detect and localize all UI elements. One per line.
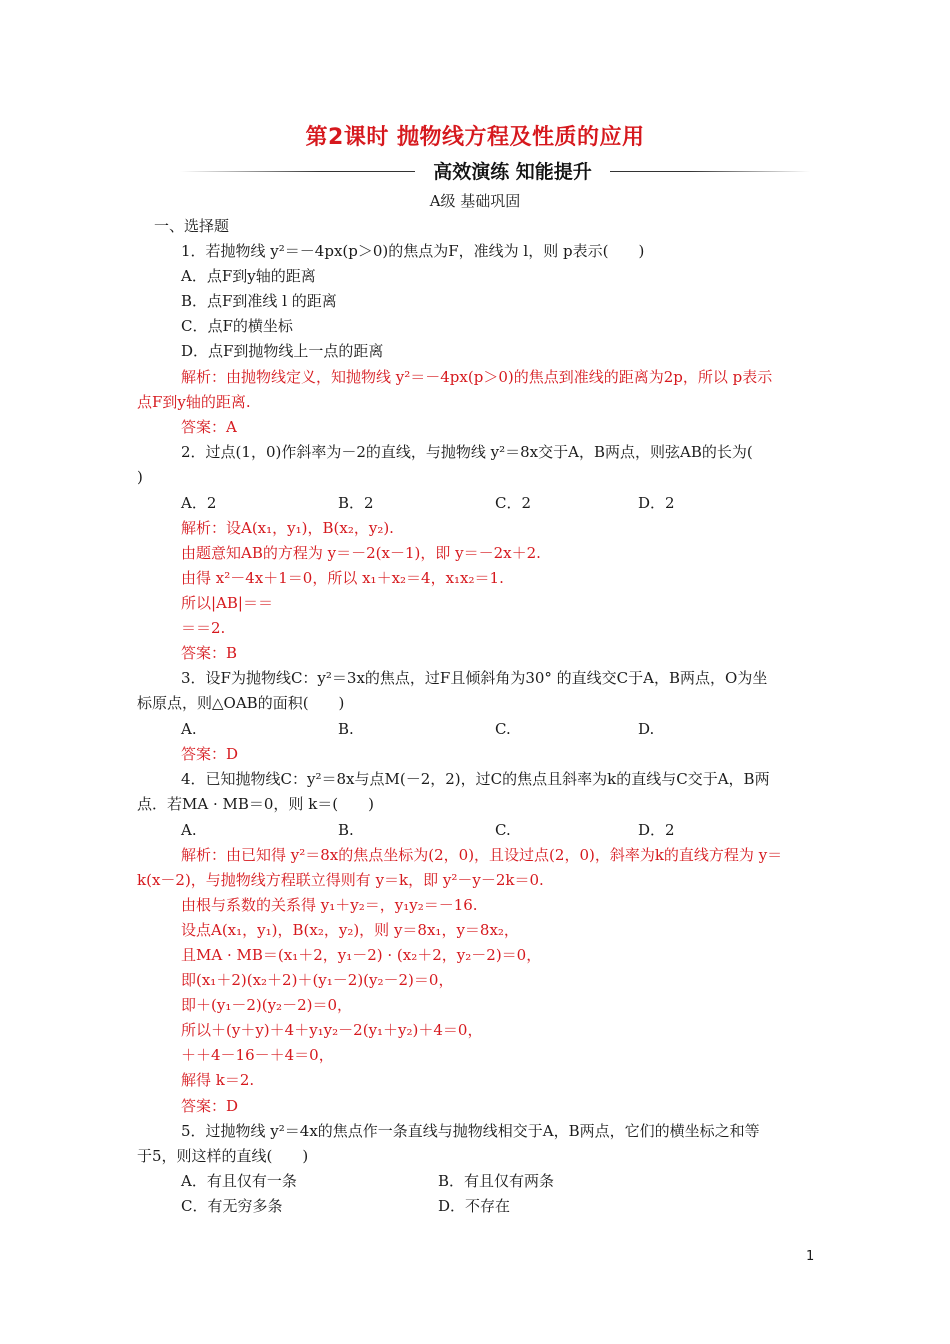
- question-line: 标原点，则△OAB的面积( ): [137, 694, 345, 712]
- solution-line: 答案：B: [181, 644, 238, 662]
- solution-line: k(x－2)，与抛物线方程联立得则有 y＝k，即 y²－y－2k＝0.: [137, 871, 544, 889]
- solution-line: ＋＋4－16－＋4＝0，: [181, 1046, 334, 1064]
- option-q4C: C.: [495, 821, 511, 839]
- option-q4B: B.: [338, 821, 354, 839]
- solution-line: 答案：D: [181, 745, 239, 763]
- solution-line: 即(x₁＋2)(x₂＋2)＋(y₁－2)(y₂－2)＝0，: [181, 971, 454, 989]
- solution-line: 由得 x²－4x＋1＝0，所以 x₁＋x₂＝4，x₁x₂＝1.: [181, 569, 504, 587]
- subtitle-rule-right: [610, 171, 810, 172]
- question-line: 点．若MA · MB＝0，则 k＝( ): [137, 795, 374, 813]
- solution-line: 所以＋(y＋y)＋4＋y₁y₂－2(y₁＋y₂)＋4＝0，: [181, 1021, 483, 1039]
- option-q5B: B．有且仅有两条: [438, 1172, 555, 1190]
- solution-line: 答案：A: [181, 418, 237, 436]
- question-line: 于5，则这样的直线( ): [137, 1147, 309, 1165]
- option-q5D: D．不存在: [438, 1197, 511, 1215]
- solution-line: 点F到y轴的距离.: [137, 393, 251, 411]
- question-line: B．点F到准线 l 的距离: [181, 292, 337, 310]
- question-line: 5．过抛物线 y²＝4x的焦点作一条直线与抛物线相交于A，B两点，它们的横坐标之和等: [181, 1122, 760, 1140]
- solution-line: 即＋(y₁－2)(y₂－2)＝0，: [181, 996, 353, 1014]
- option-q3A: A.: [181, 720, 197, 738]
- option-q2A: A．2: [181, 494, 217, 512]
- option-q3C: C.: [495, 720, 511, 738]
- solution-line: 解析：由抛物线定义，知抛物线 y²＝－4px(p＞0)的焦点到准线的距离为2p，所以 p表示: [181, 368, 773, 386]
- subtitle-banner: [180, 157, 810, 185]
- option-q2B: B．2: [338, 494, 374, 512]
- solution-line: 解析：由已知得 y²＝8x的焦点坐标为(2，0)，且设过点(2，0)，斜率为k的直线方程为 y＝: [181, 846, 783, 864]
- solution-line: 所以|AB|＝＝: [181, 594, 273, 612]
- question-line: C．点F的横坐标: [181, 317, 293, 335]
- question-line: D．点F到抛物线上一点的距离: [181, 342, 384, 360]
- option-q4D: D．2: [638, 821, 675, 839]
- question-line: 2．过点(1，0)作斜率为－2的直线，与抛物线 y²＝8x交于A，B两点，则弦AB的长为(: [181, 443, 753, 461]
- option-q5A: A．有且仅有一条: [181, 1172, 297, 1190]
- question-line: 4．已知抛物线C：y²＝8x与点M(－2，2)，过C的焦点且斜率为k的直线与C交于A，B两: [181, 770, 770, 788]
- section-heading: 一、选择题: [154, 217, 230, 235]
- question-line: ): [137, 468, 143, 486]
- subtitle: 高效演练 知能提升: [433, 161, 592, 183]
- option-q3B: B.: [338, 720, 354, 738]
- question-line: A．点F到y轴的距离: [181, 267, 316, 285]
- option-q5C: C．有无穷多条: [181, 1197, 283, 1215]
- page-number: 1: [806, 1249, 815, 1264]
- option-q2D: D．2: [638, 494, 675, 512]
- solution-line: 且MA · MB＝(x₁＋2，y₁－2) · (x₂＋2，y₂－2)＝0，: [181, 946, 542, 964]
- solution-line: 设点A(x₁，y₁)，B(x₂，y₂)，则 y＝8x₁，y＝8x₂，: [181, 921, 519, 939]
- question-line: 3．设F为抛物线C：y²＝3x的焦点，过F且倾斜角为30° 的直线交C于A，B两点，O为坐: [181, 669, 768, 687]
- question-line: 1．若抛物线 y²＝－4px(p＞0)的焦点为F，准线为 l，则 p表示( ): [181, 242, 645, 260]
- solution-line: 由题意知AB的方程为 y＝－2(x－1)，即 y＝－2x＋2.: [181, 544, 541, 562]
- option-q2C: C．2: [495, 494, 532, 512]
- solution-line: 解得 k＝2.: [181, 1071, 255, 1089]
- solution-line: 由根与系数的关系得 y₁＋y₂＝，y₁y₂＝－16.: [181, 896, 478, 914]
- solution-line: ＝＝2.: [181, 619, 226, 637]
- option-q4A: A.: [181, 821, 197, 839]
- subtitle-rule-left: [180, 171, 415, 172]
- option-q3D: D.: [638, 720, 655, 738]
- solution-line: 解析：设A(x₁，y₁)，B(x₂，y₂).: [181, 519, 394, 537]
- lesson-title: 第2课时 抛物线方程及性质的应用: [305, 125, 645, 150]
- solution-line: 答案：D: [181, 1097, 239, 1115]
- level-heading: A级 基础巩固: [429, 192, 521, 210]
